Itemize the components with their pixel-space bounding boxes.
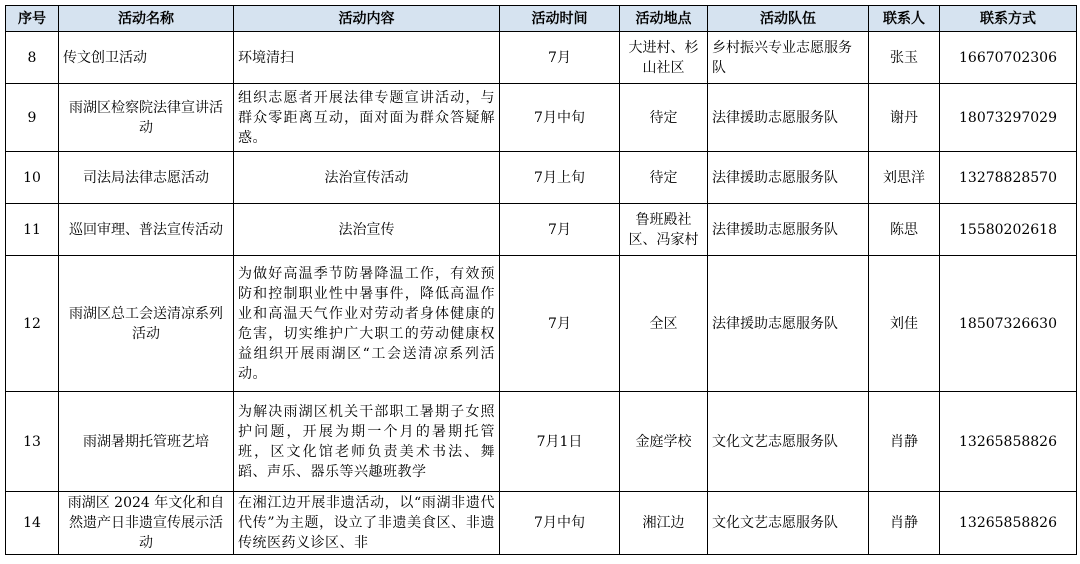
cell-name: 传文创卫活动	[59, 32, 234, 84]
cell-content: 组织志愿者开展法律专题宣讲活动，与群众零距离互动，面对面为群众答疑解惑。	[234, 84, 500, 152]
cell-name: 雨湖区总工会送清凉系列活动	[59, 256, 234, 392]
cell-no: 14	[6, 492, 59, 555]
cell-content: 为做好高温季节防暑降温工作，有效预防和控制职业性中暑事件，降低高温作业和高温天气作业对劳动者身体健康的危害，切实维护广大职工的劳动健康权益组织开展雨湖区“工会送清凉系列活动。	[234, 256, 500, 392]
table-row	[6, 152, 1077, 204]
cell-contact: 肖静	[869, 392, 940, 492]
table-row	[6, 32, 1077, 84]
cell-time: 7月上旬	[500, 152, 620, 204]
cell-team: 文化文艺志愿服务队	[708, 392, 869, 492]
cell-content: 为解决雨湖区机关干部职工暑期子女照护问题，开展为期一个月的暑期托管班，区文化馆老师负责美术书法、舞蹈、声乐、器乐等兴趣班教学	[234, 392, 500, 492]
cell-name: 雨湖暑期托管班艺培	[59, 392, 234, 492]
cell-place: 大进村、杉山社区	[620, 32, 708, 84]
cell-place: 鲁班殿社区、冯家村	[620, 204, 708, 256]
cell-place: 待定	[620, 152, 708, 204]
cell-content: 法治宣传	[234, 204, 500, 256]
cell-team: 法律援助志愿服务队	[708, 84, 869, 152]
cell-time: 7月1日	[500, 392, 620, 492]
cell-team: 法律援助志愿服务队	[708, 152, 869, 204]
cell-time: 7月中旬	[500, 492, 620, 555]
cell-contact: 陈思	[869, 204, 940, 256]
cell-phone: 15580202618	[940, 204, 1077, 256]
cell-team: 文化文艺志愿服务队	[708, 492, 869, 555]
cell-contact: 刘思洋	[869, 152, 940, 204]
cell-place: 待定	[620, 84, 708, 152]
cell-no: 8	[6, 32, 59, 84]
cell-content: 法治宣传活动	[234, 152, 500, 204]
activity-table	[5, 5, 1077, 555]
cell-team: 法律援助志愿服务队	[708, 204, 869, 256]
header-contact: 联系人	[869, 6, 940, 32]
header-row	[6, 6, 1077, 32]
table-row	[6, 392, 1077, 492]
header-place: 活动地点	[620, 6, 708, 32]
header-name: 活动名称	[59, 6, 234, 32]
cell-no: 10	[6, 152, 59, 204]
header-no: 序号	[6, 6, 59, 32]
cell-team: 法律援助志愿服务队	[708, 256, 869, 392]
cell-no: 9	[6, 84, 59, 152]
cell-content: 在湘江边开展非遗活动，以“雨湖非遗代代传”为主题，设立了非遗美食区、非遗传统医药义诊区、非	[234, 492, 500, 555]
cell-no: 12	[6, 256, 59, 392]
cell-name: 雨湖区检察院法律宣讲活动	[59, 84, 234, 152]
cell-time: 7月中旬	[500, 84, 620, 152]
table-row	[6, 492, 1077, 555]
cell-phone: 13265858826	[940, 492, 1077, 555]
header-phone: 联系方式	[940, 6, 1077, 32]
cell-phone: 18073297029	[940, 84, 1077, 152]
cell-contact: 张玉	[869, 32, 940, 84]
header-time: 活动时间	[500, 6, 620, 32]
cell-name: 司法局法律志愿活动	[59, 152, 234, 204]
header-content: 活动内容	[234, 6, 500, 32]
table-row	[6, 84, 1077, 152]
cell-time: 7月	[500, 32, 620, 84]
header-team: 活动队伍	[708, 6, 869, 32]
cell-no: 13	[6, 392, 59, 492]
cell-name: 雨湖区 2024 年文化和自然遗产日非遗宣传展示活动	[59, 492, 234, 555]
cell-content: 环境清扫	[234, 32, 500, 84]
cell-phone: 13278828570	[940, 152, 1077, 204]
cell-contact: 刘佳	[869, 256, 940, 392]
cell-team: 乡村振兴专业志愿服务队	[708, 32, 869, 84]
cell-contact: 谢丹	[869, 84, 940, 152]
cell-time: 7月	[500, 256, 620, 392]
cell-no: 11	[6, 204, 59, 256]
table-row	[6, 256, 1077, 392]
cell-phone: 18507326630	[940, 256, 1077, 392]
cell-name: 巡回审理、普法宣传活动	[59, 204, 234, 256]
cell-time: 7月	[500, 204, 620, 256]
table-row	[6, 204, 1077, 256]
cell-phone: 13265858826	[940, 392, 1077, 492]
cell-place: 金庭学校	[620, 392, 708, 492]
cell-place: 湘江边	[620, 492, 708, 555]
cell-place: 全区	[620, 256, 708, 392]
cell-contact: 肖静	[869, 492, 940, 555]
cell-phone: 16670702306	[940, 32, 1077, 84]
